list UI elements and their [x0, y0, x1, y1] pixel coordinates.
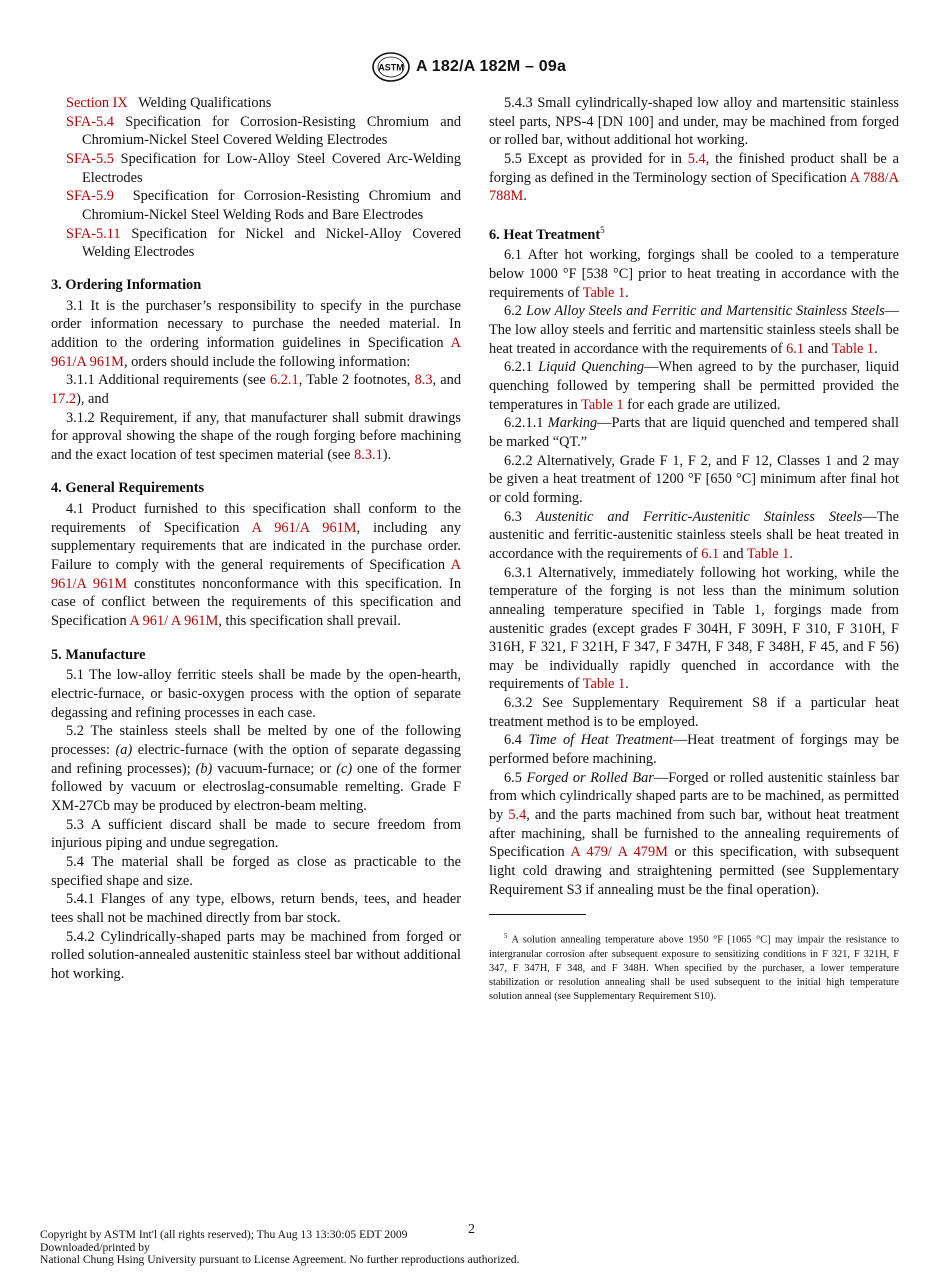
paragraph-6-5: 6.5 Forged or Rolled Bar—Forged or rolled austenitic stainless bar from which cylindrically shaped parts are to be machined, as permitted by 5.4, and the parts machined from such bar, without heat treatment after machining, shall be furnished to the annealing requirements of Specification A 479/ A 479M or this specification, with subsequent light cold drawing and straightening permitted (see Supplementary Requirement S3 if annealing must be the final operation). [489, 769, 900, 898]
paragraph-5-4: 5.4 The material shall be forged as close as practicable to the specified shape and size. [51, 853, 461, 889]
spec-link[interactable]: A 788/A 788M [489, 169, 899, 205]
table-link[interactable]: Table 1 [831, 340, 875, 357]
section-heading-general: 4. General Requirements [51, 480, 205, 497]
section-link[interactable]: 6.1 [786, 340, 805, 357]
paragraph-5-1: 5.1 The low-alloy ferritic steels shall be made by the open-hearth, electric-furnace, or basic-oxygen process with the option of separate degassing and refining processes in each case. [51, 667, 461, 721]
astm-logo-icon [372, 52, 410, 82]
reference-link[interactable]: SFA-5.5 [66, 150, 114, 167]
reference-list [51, 94, 461, 262]
table-link[interactable]: Table 1 [582, 284, 626, 301]
paragraph-5-5: 5.5 Except as provided for in 5.4, the finished product shall be a forging as defined in the Terminology section of Specification A 788/A 788M. [489, 150, 899, 205]
spec-link[interactable]: A 961/A 961M [51, 557, 461, 592]
spec-link[interactable]: A 961/ A 961M [129, 613, 219, 630]
section-heading-heat-treatment: 6. Heat Treatment$^5$ [489, 224, 605, 243]
paragraph-6-2: 6.2 Low Alloy Steels and Ferritic and Martensitic Stainless Steels—The low alloy steels and ferritic and martensitic stainless steels shall be heat treated in accordance with the requirements of 6.1 and Table 1. [489, 303, 900, 357]
spec-link[interactable]: A 961/A 961M [51, 334, 461, 370]
paragraph-6-1: 6.1 After hot working, forgings shall be cooled to a temperature below 1000 °F [538 °C] prior to heat treating in accordance with the requirements of Table 1. [489, 247, 899, 301]
paragraph-5-2: 5.2 The stainless steels shall be melted by one of the following processes: (a) electric-furnace (with the option of separate degassing and refining processes); (b) vacuum-furnace; or (c) one of the former followed by vacuum or electroslag-consumable remelting. Grade F XM-27Cb may be produced by electron-beam melting. [51, 723, 461, 814]
right-column [489, 94, 899, 1004]
reference-item [51, 113, 461, 150]
section-link[interactable]: 5.4 [508, 807, 527, 824]
footer-line: Downloaded/printed by [40, 1240, 150, 1254]
reference-link[interactable]: SFA-5.4 [66, 113, 114, 130]
footer-line: National Chung Hsing University pursuant to License Agreement. No further reproductions authorized. [40, 1253, 520, 1266]
page-header [0, 48, 950, 88]
section-heading-manufacture: 5. Manufacture [51, 646, 146, 663]
paragraph-6-4: 6.4 Time of Heat Treatment—Heat treatment of forgings may be performed before machining. [489, 732, 899, 768]
paragraph-5-4-3: 5.4.3 Small cylindrically-shaped low alloy and martensitic stainless steel parts, NPS-4 [DN 100] and under, may be machined from forged or rolled bar, without additional hot working. [489, 95, 899, 149]
reference-text: Specification for Low-Alloy Steel Covered Arc-Welding Electrodes [82, 150, 461, 186]
logo-text: ASTM [378, 62, 404, 73]
reference-text: Specification for Nickel and Nickel-Alloy Covered Welding Electrodes [82, 225, 461, 261]
paragraph-3-1-1: 3.1.1 Additional requirements (see 6.2.1, Table 2 footnotes, 8.3, and 17.2), and [51, 372, 462, 407]
footer-line: Copyright by ASTM Int'l (all rights reserved); Thu Aug 13 13:30:05 EDT 2009 [40, 1228, 408, 1241]
paragraph-4-1: 4.1 Product furnished to this specification shall conform to the requirements of Specification A 961/A 961M, including any supplementary requirements that are indicated in the purchase order. Failure to comply with the general requirements of Specification A 961/A 961M constitutes nonconformance with this specification. In case of conflict between the requirements of this specification and Specification A 961/ A 961M, this specification shall prevail. [51, 501, 461, 630]
page-number: 2 [468, 1222, 475, 1237]
section-link[interactable]: 8.3 [414, 372, 433, 389]
section-link[interactable]: 6.1 [701, 545, 720, 562]
reference-link[interactable]: SFA-5.9 [66, 188, 114, 205]
paragraph-5-3: 5.3 A sufficient discard shall be made to secure freedom from injurious piping and undue segregation. [51, 816, 461, 852]
reference-text: Specification for Corrosion-Resisting Chromium and Chromium-Nickel Steel Covered Welding Electrodes [82, 113, 461, 149]
reference-link[interactable]: SFA-5.11 [66, 225, 121, 242]
section-link[interactable]: 8.3.1 [354, 446, 383, 463]
paragraph-3-1-2: 3.1.2 Requirement, if any, that manufacturer shall submit drawings for approval showing the shape of the rough forging before machining and the exact location of test specimen material (see 8.3.1). [51, 409, 461, 463]
footnote-marker: 5 [504, 932, 508, 941]
paragraph-6-3-2: 6.3.2 See Supplementary Requirement S8 if a particular heat treatment method is to be employed. [489, 695, 899, 730]
document-title: A 182/A 182M – 09a [416, 58, 567, 75]
reference-link[interactable]: Section IX [66, 95, 128, 111]
footnote: $^5$ A solution annealing temperature above 1950 °F [1065 °C] may impair the resistance to intergranular corrosion after subsequent exposure to sensitizing conditions in F 321, F 321H, F 347, F 347H, F 348, and F 348H. When specified by the purchaser, a lower temperature stabilization or resolution annealing shall be used subsequent to the initial high temperature solution anneal (see Supplementary Requirement S10). [489, 932, 899, 1003]
left-column [51, 94, 461, 984]
paragraph-5-4-2: 5.4.2 Cylindrically-shaped parts may be machined from forged or rolled solution-annealed austenitic stainless steel bar without additional hot working. [51, 928, 461, 982]
reference-item [51, 225, 461, 262]
paragraph-6-2-1: 6.2.1 Liquid Quenching—When agreed to by the purchaser, liquid quenching followed by tempering shall be permitted provided the temperatures in Table 1 for each grade are utilized. [489, 359, 899, 413]
paragraph-6-3: 6.3 Austenitic and Ferritic-Austenitic Stainless Steels—The austenitic and ferritic-austenitic stainless steels shall be heat treated in accordance with the requirements of 6.1 and Table 1. [489, 508, 899, 562]
reference-item [51, 187, 461, 224]
paragraph-6-2-1-1: 6.2.1.1 Marking—Parts that are liquid quenched and tempered shall be marked “QT.” [489, 415, 900, 450]
footnote-divider [489, 914, 586, 915]
section-link[interactable]: 6.2.1 [270, 372, 299, 389]
section-link[interactable]: 17.2 [51, 390, 77, 407]
section-heading-ordering: 3. Ordering Information [51, 276, 202, 293]
reference-text: Specification for Corrosion-Resisting Chromium and Chromium-Nickel Steel Welding Rods and Bare Electrodes [82, 188, 461, 223]
paragraph-3-1: 3.1 It is the purchaser’s responsibility to specify in the purchase order information necessary to purchase the needed material. In addition to the ordering information guidelines in Specification A 961/A 961M, orders should include the following information: [51, 297, 461, 370]
table-link[interactable]: Table 1 [746, 545, 790, 562]
reference-text: Welding Qualifications [138, 95, 272, 111]
footnote-marker: 5 [600, 224, 605, 235]
paragraph-6-2-2: 6.2.2 Alternatively, Grade F 1, F 2, and F 12, Classes 1 and 2 may be given a heat treatment of 1200 °F [650 °C] minimum after final hot or cold forming. [489, 452, 899, 506]
reference-item [51, 94, 461, 113]
section-link[interactable]: 5.4 [687, 150, 706, 167]
copyright-footer [40, 1229, 519, 1267]
table-link[interactable]: Table 1 [581, 396, 624, 413]
paragraph-6-3-1: 6.3.1 Alternatively, immediately following hot working, while the temperature of the forging is not less than the minimum solution annealing temperature specified in Table 1, forgings made from austenitic grades (except grades F 304H, F 309H, F 310, F 310H, F 316H, F 321, F 321H, F 347, F 347H, F 348, F 348H, F 45, and F 56) may be individually rapidly quenched in accordance with the requirements of Table 1. [489, 564, 899, 693]
spec-link[interactable]: A 961/A 961M [251, 519, 357, 536]
table-link[interactable]: Table 1 [582, 676, 626, 693]
reference-item [51, 150, 461, 187]
spec-link[interactable]: A 479/ A 479M [570, 844, 668, 861]
paragraph-5-4-1: 5.4.1 Flanges of any type, elbows, return bends, tees, and header tees shall not be machined directly from bar stock. [51, 891, 461, 926]
